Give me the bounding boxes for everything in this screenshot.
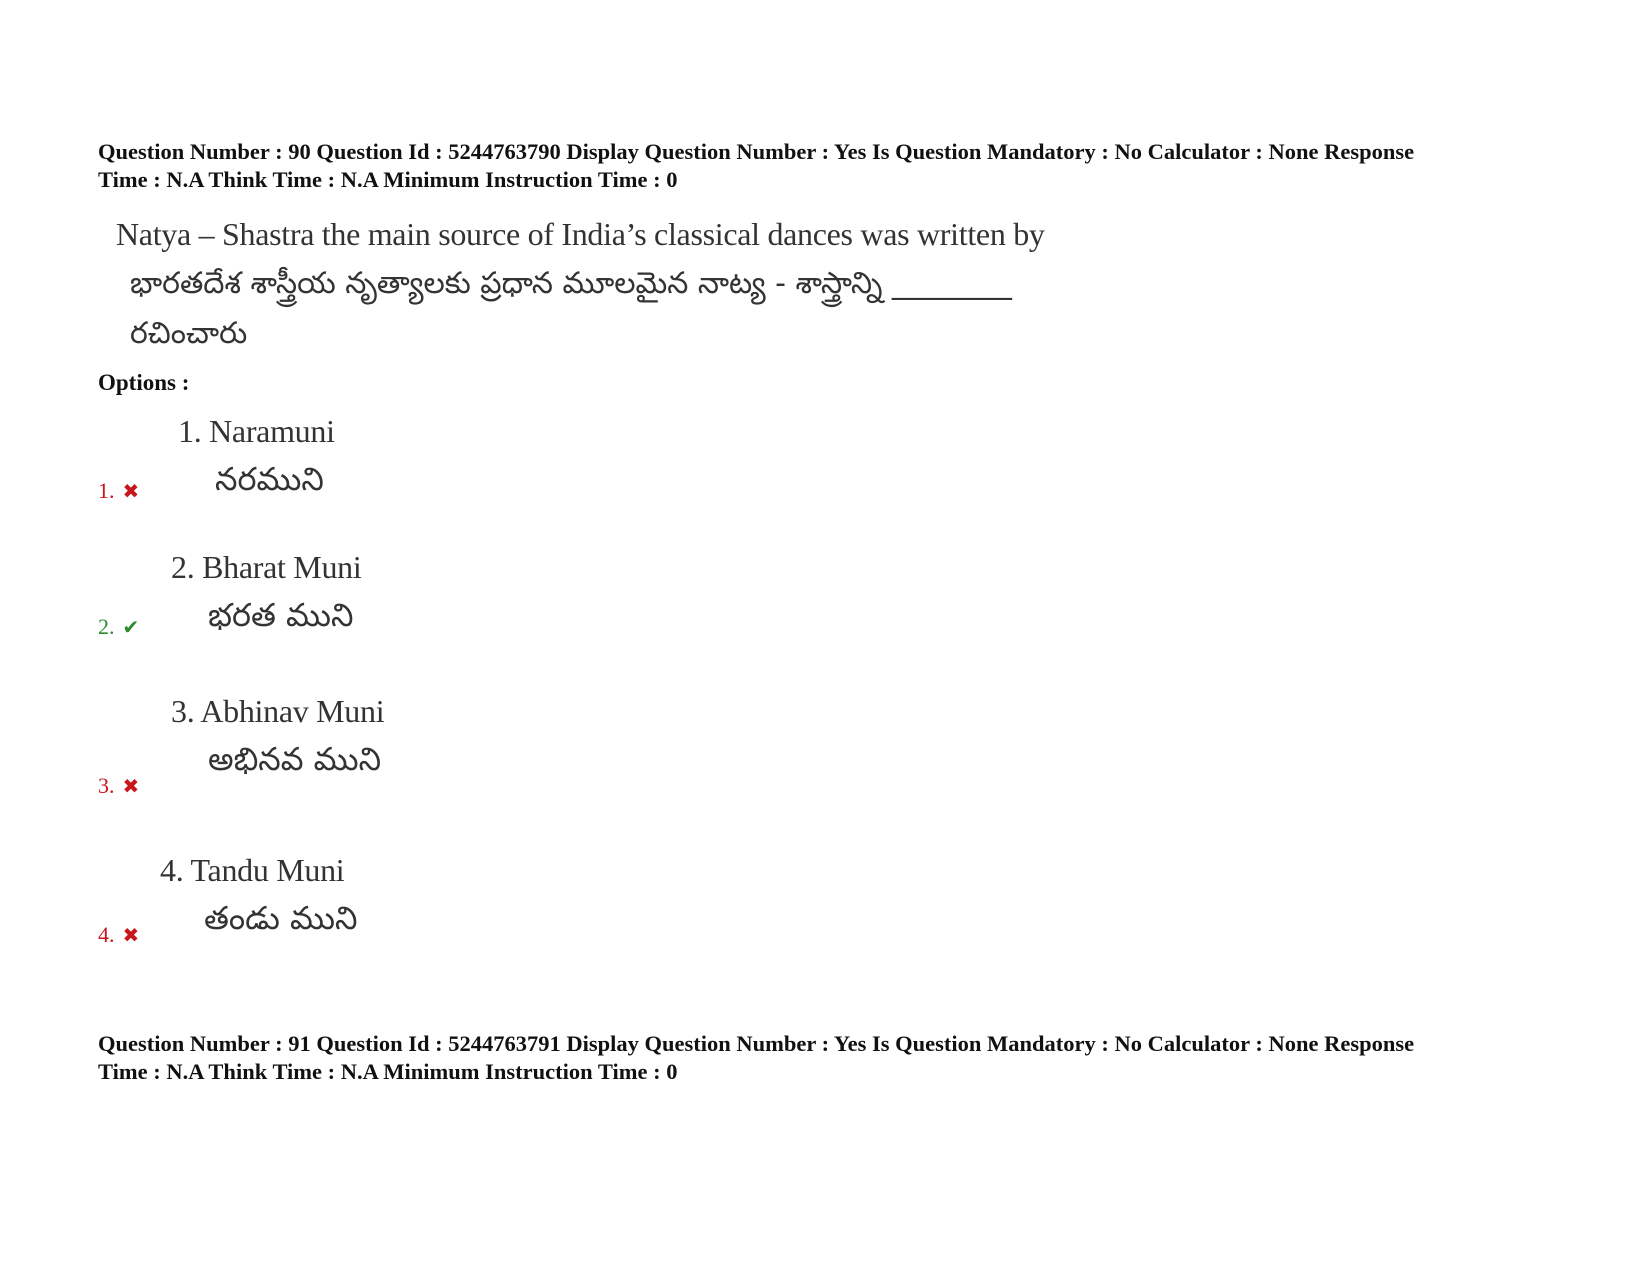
question-91-meta <box>98 1030 1598 1086</box>
option-4-english: 4. Tandu Muni <box>160 852 345 888</box>
cross-icon: ✖ <box>122 479 140 503</box>
option-1-english: 1. Naramuni <box>178 413 335 449</box>
question-telugu-sentence: భారతదేశ శాస్త్రీయ నృత్యాలకు ప్రధాన మూలమైన నాట్య - శాస్త్రాన్ని <box>130 266 883 301</box>
answer-blank: ________ <box>891 266 1012 301</box>
options-label: Options : <box>98 370 190 395</box>
option-1-number: 1. <box>98 478 115 503</box>
option-4-telugu: తండు ముని <box>204 899 358 937</box>
option-4-number: 4. <box>98 922 115 947</box>
question-91-meta-line1: Question Number : 91 Question Id : 5244763791 Display Question Number : Yes Is Question Mandatory : No Calculator : None Response <box>98 1031 1415 1056</box>
question-91-meta-line2: Time : N.A Think Time : N.A Minimum Instruction Time : 0 <box>98 1059 678 1084</box>
option-2-english: 2. Bharat Muni <box>171 549 362 585</box>
option-3-telugu: అభినవ ముని <box>208 740 382 778</box>
cross-icon: ✖ <box>122 923 140 947</box>
question-90-meta-line2: Time : N.A Think Time : N.A Minimum Instruction Time : 0 <box>98 167 678 192</box>
option-2-marker <box>98 614 139 640</box>
option-1-telugu: నరముని <box>215 460 324 498</box>
question-90-meta <box>98 138 1598 194</box>
check-icon: ✔ <box>122 615 140 639</box>
question-text-english: Natya – Shastra the main source of India’s classical dances was written by <box>116 216 1045 252</box>
option-3-marker <box>98 773 139 799</box>
question-90-meta-line1: Question Number : 90 Question Id : 5244763790 Display Question Number : Yes Is Question Mandatory : No Calculator : None Response <box>98 139 1415 164</box>
option-3-number: 3. <box>98 773 115 798</box>
option-1-marker <box>98 478 139 504</box>
option-4-marker <box>98 922 139 948</box>
question-text-telugu-line2: రచించారు <box>130 316 248 351</box>
cross-icon: ✖ <box>122 774 140 798</box>
question-text-telugu-line1 <box>116 259 1045 309</box>
question-90-text <box>116 209 1045 359</box>
option-2-telugu: భరత ముని <box>208 596 354 634</box>
option-2-number: 2. <box>98 614 115 639</box>
option-3-english: 3. Abhinav Muni <box>171 693 385 729</box>
